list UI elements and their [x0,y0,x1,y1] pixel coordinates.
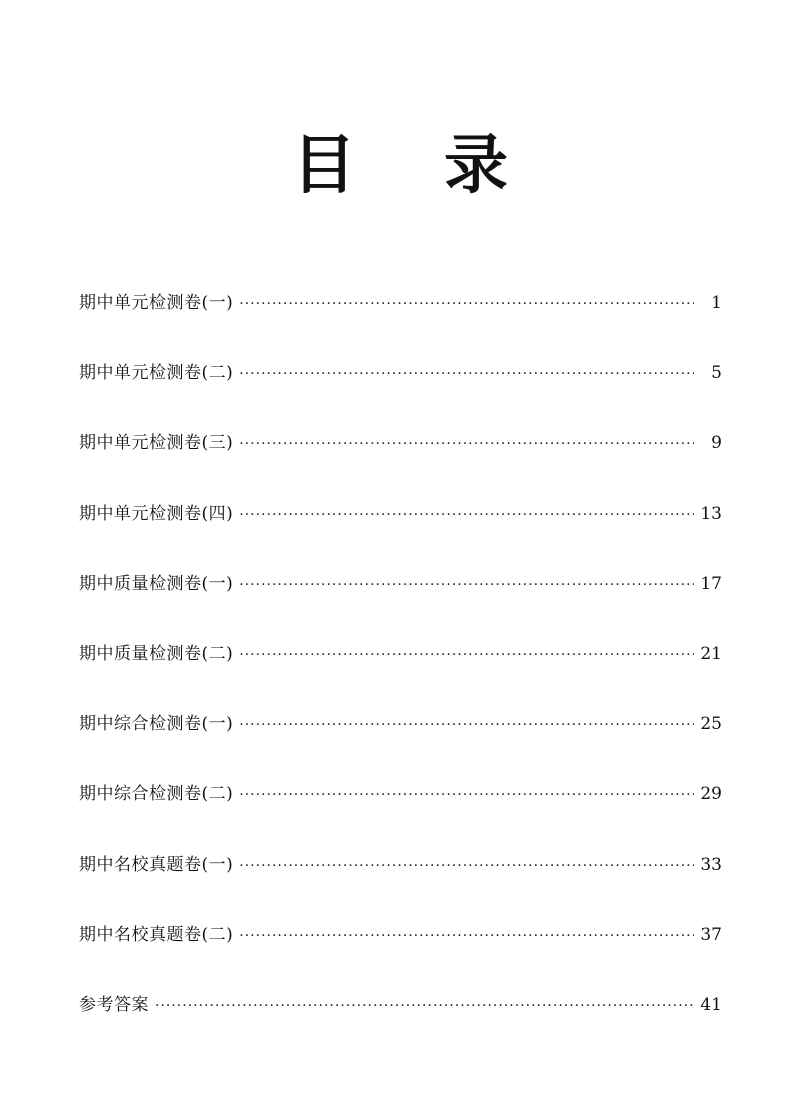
toc-entry-page: 41 [700,994,722,1015]
toc-entry-label: 参考答案 [79,994,149,1015]
toc-leader-dots [239,707,694,743]
page-title [0,128,800,204]
toc-entry[interactable] [79,987,722,1057]
toc-entry-page: 17 [700,573,722,594]
toc-entry[interactable] [79,847,722,917]
toc-leader-dots [239,426,694,462]
toc-leader-dots [239,356,694,392]
toc-leader-dots [239,848,694,884]
toc-entry-page: 25 [700,714,722,735]
title-char-1: 目 [292,128,356,203]
toc-entry-label: 期中综合检测卷(一) [79,714,234,735]
toc-entry-label: 期中综合检测卷(二) [79,784,234,805]
toc-entry-page: 29 [700,784,722,805]
title-char-2: 录 [444,128,508,203]
toc-entry-page: 1 [711,293,722,313]
table-of-contents [79,285,722,1057]
toc-entry[interactable] [79,636,722,706]
toc-entry-label: 期中单元检测卷(四) [79,503,234,524]
toc-entry-label: 期中名校真题卷(二) [79,924,234,945]
toc-entry[interactable] [79,776,722,846]
toc-entry[interactable] [79,496,722,566]
toc-entry-page: 37 [700,924,722,945]
toc-entry[interactable] [79,425,722,495]
toc-entry-label: 期中单元检测卷(三) [79,433,234,454]
toc-entry-page: 21 [700,643,722,664]
toc-leader-dots [239,497,694,533]
toc-entry-page: 13 [700,503,722,524]
toc-entry[interactable] [79,566,722,636]
toc-leader-dots [239,637,694,673]
toc-entry-page: 33 [700,854,722,875]
toc-entry[interactable] [79,285,722,355]
toc-leader-dots [239,286,694,322]
toc-entry[interactable] [79,917,722,987]
toc-leader-dots [239,918,694,954]
toc-entry-page: 5 [711,363,722,384]
toc-entry-label: 期中单元检测卷(一) [79,293,234,313]
toc-entry-label: 期中名校真题卷(一) [79,854,234,875]
toc-leader-dots [239,567,694,603]
toc-entry-page: 9 [711,433,722,454]
toc-entry-label: 期中质量检测卷(二) [79,643,234,664]
toc-entry[interactable] [79,706,722,776]
toc-entry[interactable] [79,355,722,425]
toc-leader-dots [155,988,694,1024]
toc-entry-label: 期中质量检测卷(一) [79,573,234,594]
toc-entry-label: 期中单元检测卷(二) [79,363,234,384]
toc-leader-dots [239,777,694,813]
